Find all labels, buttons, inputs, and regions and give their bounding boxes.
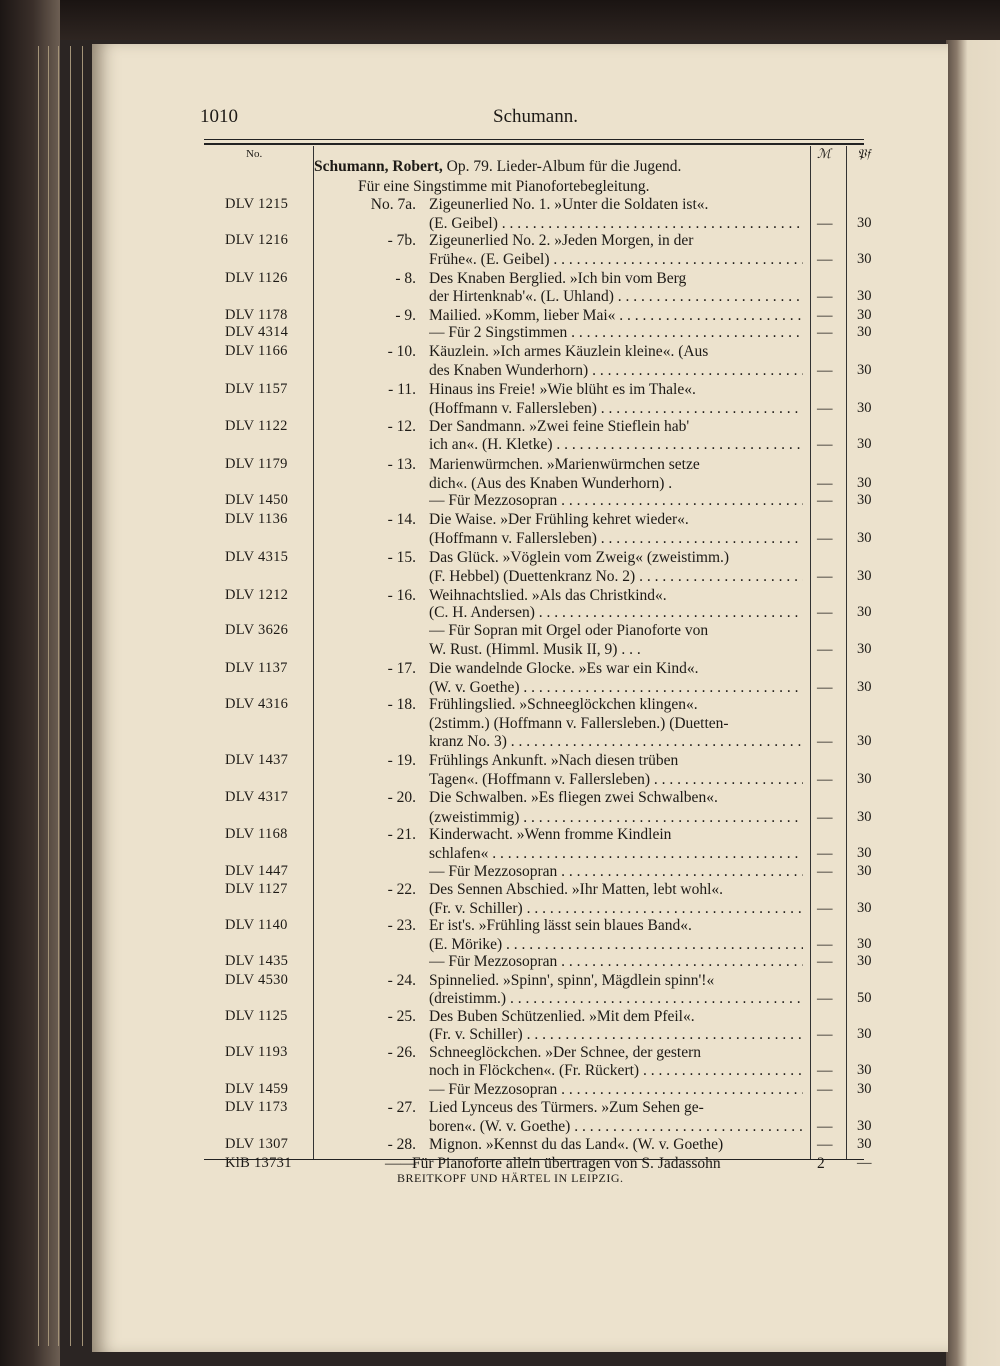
price-pfennig: 30: [857, 475, 872, 491]
song-description: Schneeglöckchen. »Der Schnee, der gestern: [429, 1044, 701, 1061]
price-mark: —: [817, 771, 833, 788]
catalog-number: DLV 1212: [225, 587, 289, 603]
song-description: schlafen« . . .: [429, 845, 803, 863]
song-number: - 14.: [387, 511, 416, 528]
song-description: — Für Mezzosopran . . .: [429, 863, 803, 881]
price-pfennig: 30: [857, 307, 872, 323]
work-subtitle: Für eine Singstimme mit Pianofortebegleitung.: [358, 178, 650, 195]
song-number: - 25.: [387, 1008, 416, 1025]
catalog-entry-row: [0, 881, 1000, 900]
song-description: (Fr. v. Schiller) . . .: [429, 900, 803, 918]
catalog-entry-row: [0, 972, 1000, 991]
price-pfennig: 30: [857, 1136, 872, 1152]
song-number: - 13.: [387, 456, 416, 473]
catalog-entry-row: [0, 604, 1000, 623]
catalog-number: DLV 1216: [225, 232, 289, 248]
song-description: — Für Mezzosopran . . .: [429, 953, 803, 971]
price-pfennig: 30: [857, 1062, 872, 1078]
song-description: (zweistimmig) . . .: [429, 809, 803, 827]
catalog-number: KlB 13731: [225, 1155, 292, 1171]
song-description: Er ist's. »Frühling lässt sein blaues Band«.: [429, 917, 692, 934]
catalog-entry-row: [0, 1026, 1000, 1045]
song-number: - 17.: [387, 660, 416, 677]
catalog-number: DLV 4314: [225, 324, 289, 340]
catalog-entry-row: [0, 1062, 1000, 1081]
song-number: - 26.: [387, 1044, 416, 1061]
price-pfennig: 30: [857, 641, 872, 657]
catalog-number: DLV 1307: [225, 1136, 289, 1152]
catalog-entry-row: [0, 270, 1000, 289]
price-mark: —: [817, 1118, 833, 1135]
catalog-number: DLV 1179: [225, 456, 288, 472]
header-rule-thick: [204, 143, 864, 145]
price-pfennig: 30: [857, 845, 872, 861]
running-title: Schumann.: [493, 106, 578, 127]
song-description: Zigeunerlied No. 1. »Unter die Soldaten ist«.: [429, 196, 709, 213]
price-pfennig: 30: [857, 324, 872, 340]
price-pfennig: 30: [857, 251, 872, 267]
header-rule: [204, 139, 864, 140]
song-description: (2stimm.) (Hoffmann v. Fallersleben.) (Duetten-: [429, 715, 729, 732]
catalog-entry-row: [0, 196, 1000, 215]
catalog-number: DLV 4317: [225, 789, 289, 805]
song-description: (Hoffmann v. Fallersleben) . . .: [429, 530, 803, 548]
song-number: - 10.: [387, 343, 416, 360]
song-description: (E. Mörike) . . .: [429, 936, 803, 954]
catalog-number: DLV 1166: [225, 343, 288, 359]
song-description: Die Waise. »Der Frühling kehret wieder«.: [429, 511, 689, 528]
catalog-entry-row: [0, 324, 1000, 343]
price-pfennig: 30: [857, 1118, 872, 1134]
price-pfennig: 30: [857, 771, 872, 787]
song-number: - 16.: [387, 587, 416, 604]
song-description: boren«. (W. v. Goethe) . . .: [429, 1118, 803, 1136]
catalog-entry-row: [0, 492, 1000, 511]
catalog-number: DLV 4530: [225, 972, 289, 988]
song-number: - 28.: [387, 1136, 416, 1153]
catalog-number: DLV 1122: [225, 418, 288, 434]
price-mark: —: [817, 1136, 833, 1153]
price-pfennig: 30: [857, 436, 872, 452]
price-mark: —: [817, 863, 833, 880]
song-description: — Für 2 Singstimmen . . .: [429, 324, 803, 342]
catalog-number: DLV 4316: [225, 696, 289, 712]
price-mark: —: [817, 990, 833, 1007]
catalog-number: DLV 1437: [225, 752, 289, 768]
song-number: - 22.: [387, 881, 416, 898]
price-mark: —: [817, 1062, 833, 1079]
catalog-number: DLV 1193: [225, 1044, 288, 1060]
price-mark: —: [817, 251, 833, 268]
book-binding-top: [0, 0, 1000, 40]
catalog-number: DLV 1173: [225, 1099, 288, 1115]
price-pfennig: 30: [857, 953, 872, 969]
song-description: Des Buben Schützenlied. »Mit dem Pfeil«.: [429, 1008, 695, 1025]
price-mark: —: [817, 809, 833, 826]
catalog-number: DLV 3626: [225, 622, 289, 638]
song-description: ich an«. (H. Kletke) . . .: [429, 436, 803, 454]
column-header-no: No.: [246, 148, 263, 160]
footer-rule: [204, 1159, 864, 1160]
song-description: (dreistimm.) . . .: [429, 990, 803, 1008]
price-pfennig: 30: [857, 288, 872, 304]
song-description: (F. Hebbel) (Duettenkranz No. 2) . . .: [429, 568, 803, 586]
price-pfennig: 30: [857, 1081, 872, 1097]
price-pfennig: 30: [857, 679, 872, 695]
price-pfennig: 30: [857, 568, 872, 584]
price-pfennig: —: [857, 1155, 872, 1171]
song-description: Hinaus ins Freie! »Wie blüht es im Thale«.: [429, 381, 696, 398]
song-number: - 20.: [387, 789, 416, 806]
song-description: W. Rust. (Himml. Musik II, 9) . . .: [429, 641, 641, 658]
catalog-entry-row: [0, 1099, 1000, 1118]
catalog-entry-row: [0, 549, 1000, 568]
catalog-number: DLV 1136: [225, 511, 288, 527]
price-pfennig: 50: [857, 990, 872, 1006]
catalog-entry-row: [0, 381, 1000, 400]
catalog-entry-row: [0, 990, 1000, 1009]
catalog-entry-row: [0, 1008, 1000, 1027]
catalog-entry-row: [0, 456, 1000, 475]
catalog-entry-row: [0, 418, 1000, 437]
price-mark: —: [817, 324, 833, 341]
catalog-entry-row: [0, 436, 1000, 455]
song-description: Des Knaben Berglied. »Ich bin vom Berg: [429, 270, 687, 287]
song-description: — Für Mezzosopran . . .: [429, 1081, 803, 1099]
price-pfennig: 30: [857, 362, 872, 378]
song-description: der Hirtenknab'«. (L. Uhland) . . .: [429, 288, 803, 306]
catalog-number: DLV 1447: [225, 863, 289, 879]
catalog-entry-row: [0, 622, 1000, 641]
song-description: Weihnachtslied. »Als das Christkind«.: [429, 587, 667, 604]
catalog-entry-row: [0, 288, 1000, 307]
song-number: - 18.: [387, 696, 416, 713]
price-mark: —: [817, 1081, 833, 1098]
price-mark: —: [817, 641, 833, 658]
catalog-entry-row: [0, 641, 1000, 660]
price-pfennig: 30: [857, 809, 872, 825]
catalog-number: DLV 1215: [225, 196, 289, 212]
catalog-entry-row: [0, 343, 1000, 362]
catalog-number: DLV 1178: [225, 307, 288, 323]
catalog-number: DLV 1157: [225, 381, 288, 397]
column-header-mark: ℳ: [817, 146, 831, 161]
song-description: Das Glück. »Vöglein vom Zweig« (zweistimm.): [429, 549, 730, 566]
catalog-entry-row: [0, 362, 1000, 381]
song-description: Tagen«. (Hoffmann v. Fallersleben) . . .: [429, 771, 803, 789]
song-description: Mignon. »Kennst du das Land«. (W. v. Goethe): [429, 1136, 724, 1153]
song-description: Die Schwalben. »Es fliegen zwei Schwalben«.: [429, 789, 718, 806]
price-mark: —: [817, 1026, 833, 1043]
price-mark: —: [817, 568, 833, 585]
catalog-entry-row: [0, 511, 1000, 530]
catalog-number: DLV 1126: [225, 270, 288, 286]
publisher-footer: BREITKOPF UND HÄRTEL IN LEIPZIG.: [397, 1171, 624, 1185]
song-description: Der Sandmann. »Zwei feine Stieflein hab': [429, 418, 690, 435]
price-mark: —: [817, 362, 833, 379]
catalog-number: DLV 1450: [225, 492, 289, 508]
composer-name: Schumann, Robert,: [314, 158, 443, 175]
price-mark: —: [817, 604, 833, 621]
song-description: Spinnelied. »Spinn', spinn', Mägdlein spinn'!«: [429, 972, 715, 989]
song-description: Marienwürmchen. »Marienwürmchen setze: [429, 456, 700, 473]
price-pfennig: 30: [857, 936, 872, 952]
price-mark: —: [817, 215, 833, 232]
song-number: - 12.: [387, 418, 416, 435]
catalog-entry-row: [0, 1044, 1000, 1063]
catalog-entry-row: [0, 733, 1000, 752]
page-number: 1010: [200, 106, 238, 127]
catalog-entry-row: [0, 1081, 1000, 1100]
song-description: Mailied. »Komm, lieber Mai« . . .: [429, 307, 803, 325]
catalog-entry-row: [0, 752, 1000, 771]
catalog-entry-row: [0, 696, 1000, 715]
catalog-entry-row: [0, 789, 1000, 808]
catalog-entry-row: [0, 251, 1000, 270]
song-number: - 24.: [387, 972, 416, 989]
catalog-entry-row: [0, 232, 1000, 251]
price-mark: —: [817, 307, 833, 324]
song-description: Frühlingslied. »Schneeglöckchen klingen«.: [429, 696, 698, 713]
catalog-number: DLV 1168: [225, 826, 288, 842]
catalog-number: DLV 1459: [225, 1081, 289, 1097]
column-header-pfennig: 𝔓𝔣: [857, 146, 871, 161]
catalog-entry-row: [0, 1118, 1000, 1137]
catalog-entry-row: [0, 1136, 1000, 1155]
song-number: - 23.: [387, 917, 416, 934]
song-description: (Hoffmann v. Fallersleben) . . .: [429, 400, 803, 418]
song-description: kranz No. 3) . . .: [429, 733, 803, 751]
song-number: - 15.: [387, 549, 416, 566]
price-mark: —: [817, 845, 833, 862]
song-description: Für Pianoforte allein übertragen von S. Jadassohn: [412, 1155, 721, 1172]
price-pfennig: 30: [857, 604, 872, 620]
catalog-entry-row: [0, 715, 1000, 734]
price-pfennig: 30: [857, 400, 872, 416]
catalog-number: DLV 1125: [225, 1008, 288, 1024]
song-description: Des Sennen Abschied. »Ihr Matten, lebt wohl«.: [429, 881, 724, 898]
song-number: - 19.: [387, 752, 416, 769]
catalog-number: DLV 1435: [225, 953, 289, 969]
song-description: Lied Lynceus des Türmers. »Zum Sehen ge-: [429, 1099, 704, 1116]
song-description: (C. H. Andersen) . . .: [429, 604, 803, 622]
song-number: - 7b.: [387, 232, 416, 249]
catalog-entry-row: [0, 845, 1000, 864]
work-title: [314, 158, 681, 176]
song-description: Die wandelnde Glocke. »Es war ein Kind«.: [429, 660, 699, 677]
catalog-entry-row: [0, 917, 1000, 936]
price-mark: —: [817, 530, 833, 547]
price-mark: —: [817, 475, 833, 492]
song-description: — Für Sopran mit Orgel oder Pianoforte von: [429, 622, 709, 639]
price-mark: —: [817, 400, 833, 417]
song-description: Käuzlein. »Ich armes Käuzlein kleine«. (Aus: [429, 343, 709, 360]
price-mark: —: [817, 492, 833, 509]
song-description: dich«. (Aus des Knaben Wunderhorn) .: [429, 475, 673, 492]
catalog-entry-row: [0, 826, 1000, 845]
song-description: Zigeunerlied No. 2. »Jeden Morgen, in der: [429, 232, 694, 249]
song-description: (W. v. Goethe) . . .: [429, 679, 803, 697]
catalog-number: DLV 4315: [225, 549, 289, 565]
song-description: — Für Mezzosopran . . .: [429, 492, 803, 510]
price-pfennig: 30: [857, 1026, 872, 1042]
song-number: - 27.: [387, 1099, 416, 1116]
song-number: ——: [385, 1155, 416, 1172]
price-mark: —: [817, 679, 833, 696]
song-number: - 8.: [395, 270, 416, 287]
catalog-entry-row: [0, 400, 1000, 419]
song-number: No. 7a.: [370, 196, 416, 213]
catalog-entry-row: [0, 568, 1000, 587]
price-pfennig: 30: [857, 900, 872, 916]
price-pfennig: 30: [857, 492, 872, 508]
catalog-entry-row: [0, 953, 1000, 972]
work-name: Op. 79. Lieder-Album für die Jugend.: [446, 158, 682, 175]
song-description: noch in Flöckchen«. (Fr. Rückert) . . .: [429, 1062, 803, 1080]
catalog-entry-row: [0, 863, 1000, 882]
song-description: (E. Geibel) . . .: [429, 215, 803, 233]
song-description: des Knaben Wunderhorn) . . .: [429, 362, 803, 380]
price-mark: 2: [817, 1155, 825, 1172]
song-description: Frühlings Ankunft. »Nach diesen trüben: [429, 752, 679, 769]
price-mark: —: [817, 733, 833, 750]
catalog-number: DLV 1137: [225, 660, 288, 676]
price-pfennig: 30: [857, 863, 872, 879]
price-mark: —: [817, 288, 833, 305]
catalog-entry-row: [0, 530, 1000, 549]
price-pfennig: 30: [857, 215, 872, 231]
song-description: Frühe«. (E. Geibel) . . .: [429, 251, 803, 269]
catalog-entry-row: [0, 771, 1000, 790]
price-mark: —: [817, 900, 833, 917]
price-mark: —: [817, 436, 833, 453]
price-mark: —: [817, 953, 833, 970]
song-description: Kinderwacht. »Wenn fromme Kindlein: [429, 826, 672, 843]
song-number: - 21.: [387, 826, 416, 843]
price-pfennig: 30: [857, 733, 872, 749]
song-number: - 9.: [395, 307, 416, 324]
song-description: (Fr. v. Schiller) . . .: [429, 1026, 803, 1044]
catalog-entry-row: [0, 660, 1000, 679]
catalog-number: DLV 1140: [225, 917, 288, 933]
catalog-number: DLV 1127: [225, 881, 288, 897]
price-mark: —: [817, 936, 833, 953]
song-number: - 11.: [388, 381, 416, 398]
price-pfennig: 30: [857, 530, 872, 546]
